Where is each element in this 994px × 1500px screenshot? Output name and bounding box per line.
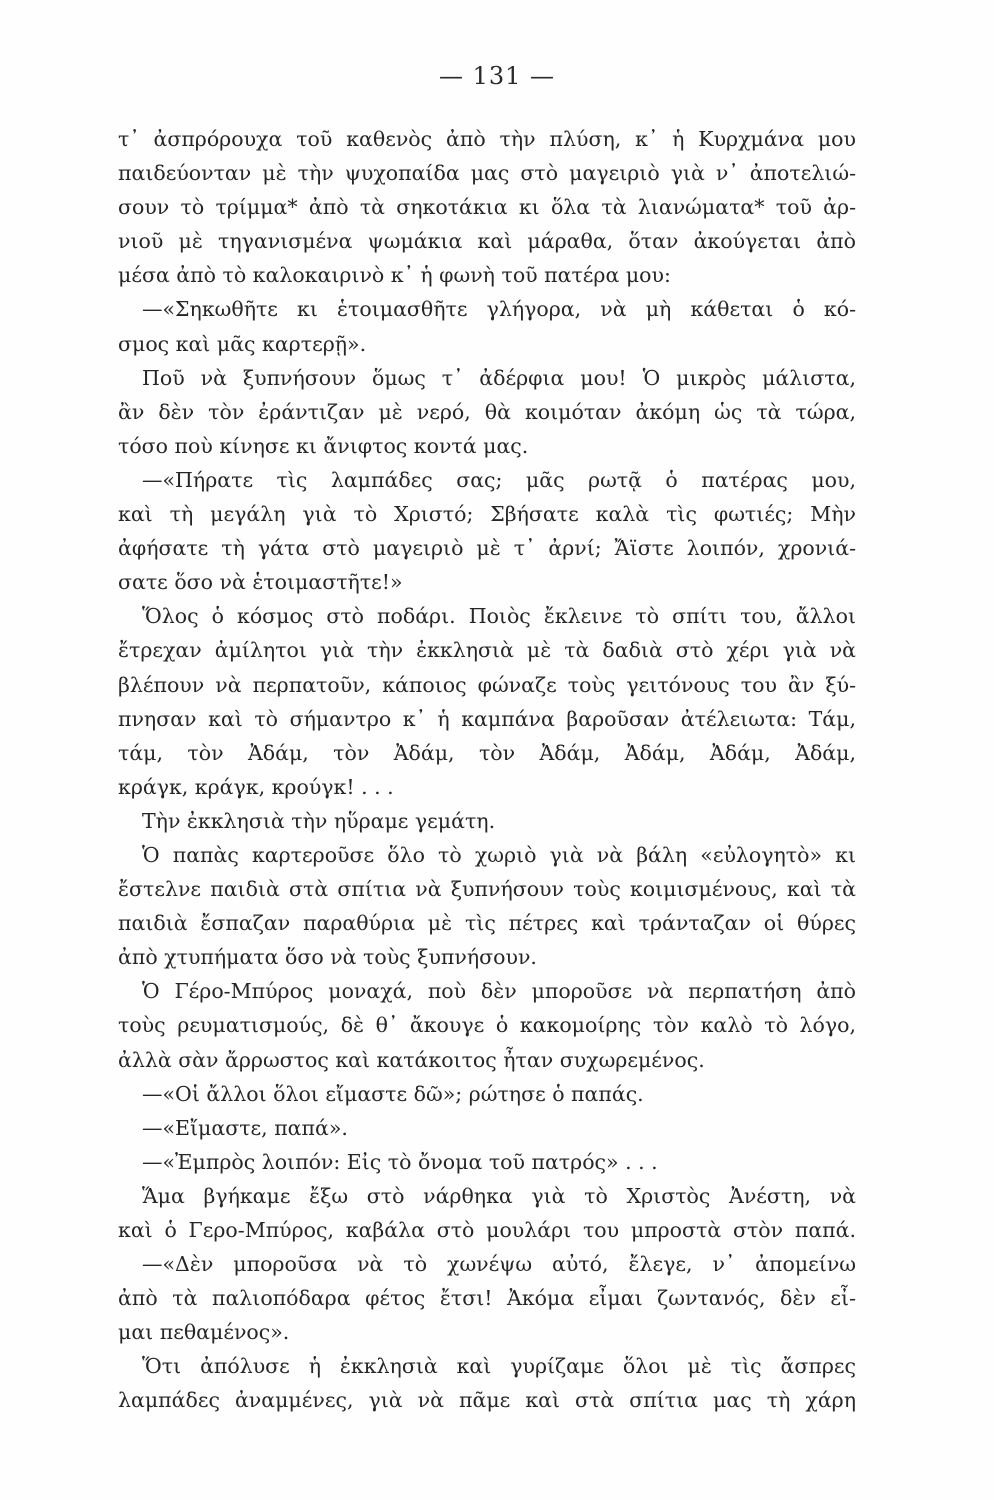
text-line: καὶ ὁ Γερο-Μπύρος, καβάλα στὸ μουλάρι του μπροστὰ στὸν παπά.: [118, 1218, 856, 1242]
text-line: Ὅτι ἀπόλυσε ἡ ἐκκλησιὰ καὶ γυρίζαμε ὅλοι μὲ τὶς ἄσπρες: [142, 1354, 856, 1379]
text-line: —«Ἐμπρὸς λοιπόν: Εἰς τὸ ὄνομα τοῦ πατρός» . . .: [142, 1149, 658, 1174]
text-line: καὶ τὴ μεγάλη γιὰ τὸ Χριστό; Σβήσατε καλὰ τὶς φωτιές; Μὴν: [118, 502, 856, 527]
text-line: —«Σηκωθῆτε κι ἑτοιμασθῆτε γλήγορα, νὰ μὴ κάθεται ὁ κό-: [142, 297, 856, 322]
text-line: Ὁ παπὰς καρτεροῦσε ὅλο τὸ χωριὸ γιὰ νὰ βάλη «εὐλογητὸ» κι: [142, 842, 856, 867]
text-line: κράγκ, κράγκ, κρούγκ! . . .: [118, 774, 394, 799]
page-number: — 131 —: [438, 62, 556, 90]
text-line: Ποῦ νὰ ξυπνήσουν ὅμως τ᾿ ἀδέρφια μου! Ὁ μικρὸς μάλιστα,: [142, 365, 856, 390]
text-line: νιοῦ μὲ τηγανισμένα ψωμάκια καὶ μάραθα, ὅταν ἀκούγεται ἀπὸ: [118, 229, 856, 254]
text-line: σμος καὶ μᾶς καρτερῇ».: [118, 331, 367, 356]
text-line: ἔστελνε παιδιὰ στὰ σπίτια νὰ ξυπνήσουν τοὺς κοιμισμένους, καὶ τὰ: [118, 877, 856, 902]
text-line: Ὁ Γέρο-Μπύρος μοναχά, ποὺ δὲν μποροῦσε νὰ περπατήση ἀπὸ: [142, 979, 856, 1004]
text-line: τάμ, τὸν Ἀδάμ, τὸν Ἀδάμ, τὸν Ἀδάμ, Ἀδάμ, Ἀδάμ, Ἀδάμ,: [118, 740, 856, 765]
text-line: λαμπάδες ἀναμμένες, γιὰ νὰ πᾶμε καὶ στὰ σπίτια μας τὴ χάρη: [118, 1388, 856, 1413]
body-text: [118, 122, 856, 1418]
text-line: ἀπὸ τὰ παλιοπόδαρα φέτος ἔτσι! Ἀκόμα εἶμαι ζωντανός, δὲν εἶ-: [118, 1286, 856, 1311]
text-line: τ᾿ ἀσπρόρουχα τοῦ καθενὸς ἀπὸ τὴν πλύση, κ᾿ ἡ Κυρχμάνα μου: [118, 127, 856, 151]
text-line: ἀφήσατε τὴ γάτα στὸ μαγειριὸ μὲ τ᾿ ἀρνί; Ἄϊστε λοιπόν, χρονιά-: [118, 536, 856, 561]
text-line: ἀπὸ χτυπήματα ὅσο νὰ τοὺς ξυπνήσουν.: [118, 945, 537, 970]
text-line: μέσα ἀπὸ τὸ καλοκαιρινὸ κ᾿ ἡ φωνὴ τοῦ πατέρα μου:: [118, 263, 671, 288]
text-line: τόσο ποὺ κίνησε κι ἄνιφτος κοντά μας.: [118, 433, 529, 458]
text-line: —«Εἴμαστε, παπά».: [142, 1115, 348, 1140]
text-line: ἀλλὰ σὰν ἄρρωστος καὶ κατάκοιτος ἦταν συχωρεμένος.: [118, 1047, 705, 1072]
text-line: —«Οἱ ἄλλοι ὅλοι εἴμαστε δῶ»; ρώτησε ὁ παπάς.: [142, 1081, 644, 1106]
text-line: ἂν δὲν τὸν ἐράντιζαν μὲ νερό, θὰ κοιμόταν ἀκόμη ὡς τὰ τώρα,: [118, 399, 856, 424]
text-line: τοὺς ρευματισμούς, δὲ θ᾿ ἄκουγε ὁ κακομοίρης τὸν καλὸ τὸ λόγο,: [118, 1013, 856, 1038]
text-line: —«Πήρατε τὶς λαμπάδες σας; μᾶς ρωτᾷ ὁ πατέρας μου,: [142, 467, 856, 492]
text-line: σατε ὅσο νὰ ἑτοιμαστῆτε!»: [118, 570, 403, 595]
text-line: σουν τὸ τρίμμα* ἀπὸ τὰ σηκοτάκια κι ὅλα τὰ λιανώματα* τοῦ ἀρ-: [118, 195, 856, 220]
text-line: παιδεύονταν μὲ τὴν ψυχοπαίδα μας στὸ μαγειριὸ γιὰ ν᾿ ἀποτελιώ-: [118, 161, 856, 186]
text-line: Τὴν ἐκκλησιὰ τὴν ηὕραμε γεμάτη.: [142, 808, 496, 833]
text-line: Ἅμα βγήκαμε ἔξω στὸ νάρθηκα γιὰ τὸ Χριστὸς Ἀνέστη, νὰ: [142, 1183, 856, 1208]
text-line: μαι πεθαμένος».: [118, 1320, 290, 1345]
text-line: —«Δὲν μποροῦσα νὰ τὸ χωνέψω αὐτό, ἔλεγε, ν᾿ ἀπομείνω: [142, 1252, 856, 1277]
text-line: ἔτρεχαν ἀμίλητοι γιὰ τὴν ἐκκλησιὰ μὲ τὰ δαδιὰ στὸ χέρι γιὰ νὰ: [118, 638, 856, 663]
text-line: βλέπουν νὰ περπατοῦν, κάποιος φώναζε τοὺς γειτόνους του ἂν ξύ-: [118, 672, 856, 697]
text-line: πνησαν καὶ τὸ σήμαντρο κ᾿ ἡ καμπάνα βαροῦσαν ἀτέλειωτα: Τάμ,: [118, 706, 856, 731]
text-line: Ὅλος ὁ κόσμος στὸ ποδάρι. Ποιὸς ἔκλεινε τὸ σπίτι του, ἄλλοι: [142, 604, 856, 629]
text-line: παιδιὰ ἔσπαζαν παραθύρια μὲ τὶς πέτρες καὶ τράνταζαν οἱ θύρες: [118, 911, 856, 936]
